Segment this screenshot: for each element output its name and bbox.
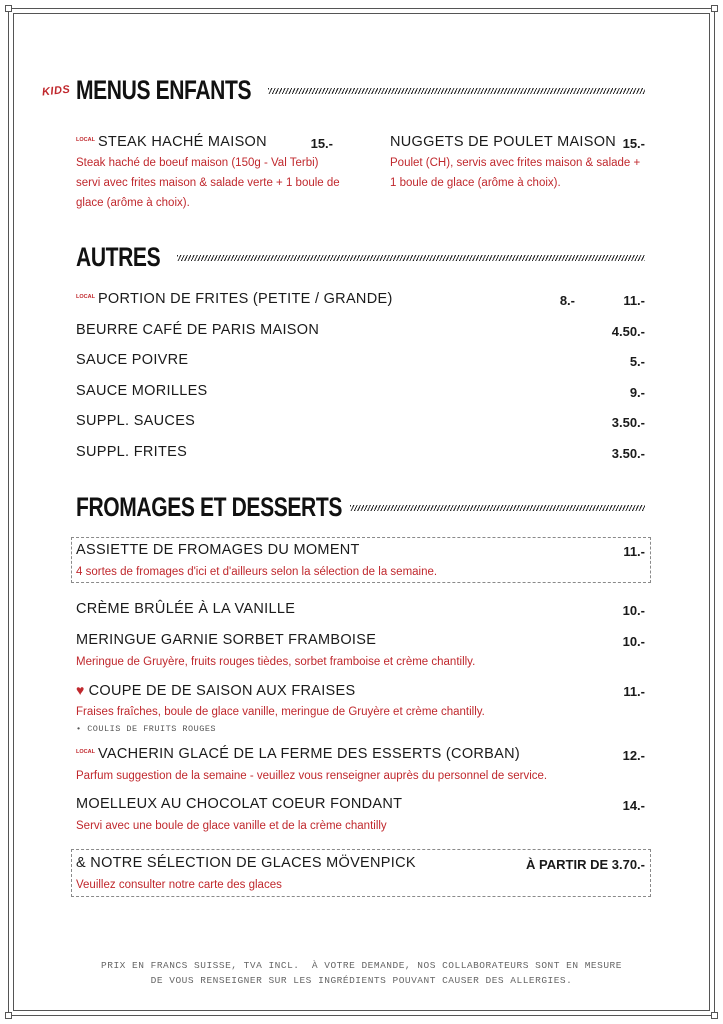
menu-item-description: Poulet (CH), servis avec frites maison & salade + 1 boule de glace (arôme à choix). (390, 157, 641, 189)
menu-item-price: 14.- (622, 798, 645, 813)
item-label: PORTION DE FRITES (PETITE / GRANDE) (97, 291, 393, 307)
footer-line: DE VOUS RENSEIGNER SUR LES INGRÉDIENTS POUVANT CAUSER DES ALLERGIES. (150, 975, 573, 986)
menu-item-name: NUGGETS DE POULET MAISON (390, 134, 617, 150)
item-label: COUPE DE DE SAISON AUX FRAISES (88, 683, 356, 699)
menu-item-price: 15.- (310, 136, 333, 151)
section-header-kids (76, 70, 301, 110)
menu-item-description: Veuillez consulter notre carte des glaces (76, 879, 282, 891)
heart-icon: ♥ (76, 682, 85, 698)
item-label: VACHERIN GLACÉ DE LA FERME DES ESSERTS (CORBAN) (97, 746, 521, 762)
frame-corner (711, 1012, 718, 1019)
menu-item-description: 4 sortes de fromages d'ici et d'ailleurs selon la sélection de la semaine. (76, 566, 438, 578)
menu-item-price: 3.50.- (611, 415, 645, 430)
menu-item-price: 9.- (629, 385, 645, 400)
menu-item-name: MOELLEUX AU CHOCOLAT COEUR FONDANT (76, 796, 403, 812)
frame-corner (711, 5, 718, 12)
menu-item-name: CRÈME BRÛLÉE À LA VANILLE (76, 601, 296, 617)
menu-item-name: ASSIETTE DE FROMAGES DU MOMENT (76, 542, 360, 558)
menu-item-price: À PARTIR DE 3.70.- (526, 857, 645, 872)
menu-item-description: Meringue de Gruyère, fruits rouges tièdes, sorbet framboise et crème chantilly. (76, 656, 476, 668)
section-title: AUTRES (76, 241, 161, 272)
section-header-autres (76, 237, 184, 277)
hatch-divider (177, 255, 645, 261)
menu-item-price: 3.50.- (611, 446, 645, 461)
menu-item-description: Steak haché de boeuf maison (150g - Val Terbi) servi avec frites maison & salade verte + 1 boule de glace (arôme à choix). (76, 157, 340, 209)
menu-item-price: 11.- (623, 684, 645, 699)
local-badge-icon: LOCAL (76, 137, 95, 144)
local-badge-icon: LOCAL (76, 749, 95, 756)
menu-item-name: & NOTRE SÉLECTION DE GLACES MÖVENPICK (76, 855, 416, 871)
menu-item-note: • COULIS DE FRUITS ROUGES (76, 724, 217, 734)
menu-item-name: SAUCE MORILLES (76, 383, 208, 399)
frame-corner (5, 5, 12, 12)
menu-item-price-small: 8.- (559, 293, 575, 308)
menu-item-name: SUPPL. SAUCES (76, 413, 196, 429)
menu-item-description: Servi avec une boule de glace vanille et de la crème chantilly (76, 820, 387, 832)
hatch-divider (268, 88, 645, 94)
frame-corner (5, 1012, 12, 1019)
menu-item-name (76, 682, 355, 699)
section-title: FROMAGES ET DESSERTS (76, 491, 343, 522)
menu-item-price: 11.- (623, 544, 645, 559)
hatch-divider (350, 505, 645, 511)
menu-item-price: 4.50.- (611, 324, 645, 339)
menu-item-price: 10.- (622, 634, 645, 649)
menu-item-name: SAUCE POIVRE (76, 352, 189, 368)
menu-item-price: 10.- (622, 603, 645, 618)
menu-item-description: Parfum suggestion de la semaine - veuillez vous renseigner auprès du personnel de service. (76, 770, 548, 782)
section-title: MENUS ENFANTS (76, 74, 252, 105)
menu-item-name: SUPPL. FRITES (76, 444, 188, 460)
footer-disclaimer (60, 958, 663, 988)
menu-item-name: MERINGUE GARNIE SORBET FRAMBOISE (76, 632, 377, 648)
menu-item-name (76, 746, 520, 762)
menu-item-price: 11.- (623, 293, 645, 308)
menu-item-name (76, 291, 393, 307)
menu-item-name (76, 134, 267, 150)
menu-item-description: Fraises fraîches, boule de glace vanille, meringue de Gruyère et crème chantilly. (76, 706, 485, 718)
menu-item-name: BEURRE CAFÉ DE PARIS MAISON (76, 322, 320, 338)
menu-item-price: 15.- (622, 136, 645, 151)
footer-line: PRIX EN FRANCS SUISSE, TVA INCL. À VOTRE DEMANDE, NOS COLLABORATEURS SONT EN MESURE (101, 960, 622, 971)
menu-item-price: 12.- (622, 748, 645, 763)
item-label: STEAK HACHÉ MAISON (97, 134, 267, 150)
local-badge-icon: LOCAL (76, 294, 95, 301)
kids-tag: KIDS (41, 83, 71, 99)
menu-item-price: 5.- (629, 354, 645, 369)
